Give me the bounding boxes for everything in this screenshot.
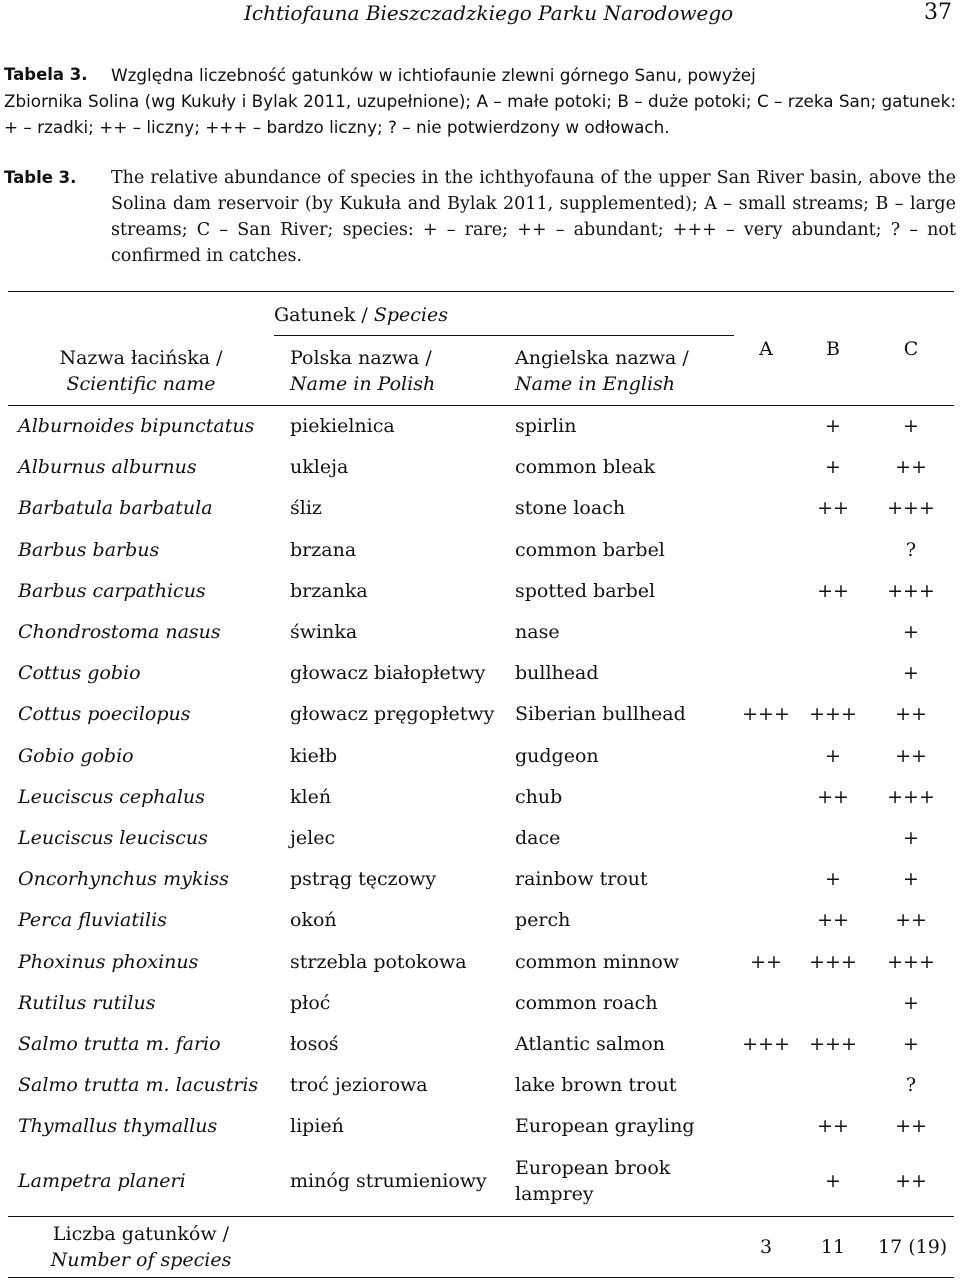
row-c: ++ xyxy=(895,909,927,931)
group-header-en: Species xyxy=(373,304,448,326)
row-english: chub xyxy=(515,786,563,808)
row-english: common roach xyxy=(515,992,658,1014)
row-scientific: Oncorhynchus mykiss xyxy=(18,868,229,890)
totals-c: 17 (19) xyxy=(878,1236,948,1258)
row-scientific: Cottus gobio xyxy=(18,662,141,684)
row-english: rainbow trout xyxy=(515,868,648,890)
row-c: ++ xyxy=(895,1115,927,1137)
row-english: bullhead xyxy=(515,662,599,684)
row-scientific: Chondrostoma nasus xyxy=(18,621,221,643)
col-header-scientific xyxy=(8,345,274,397)
row-english: Siberian bullhead xyxy=(515,703,686,725)
row-b: + xyxy=(825,456,841,478)
row-c: + xyxy=(903,1033,919,1055)
row-polish: kiełb xyxy=(290,745,338,767)
row-c: ? xyxy=(905,1074,917,1096)
group-header-rule xyxy=(274,335,734,336)
row-english xyxy=(515,1155,670,1207)
row-polish: piekielnica xyxy=(290,415,395,437)
col-header-english xyxy=(515,345,689,397)
row-english-line1: European brook xyxy=(515,1157,671,1179)
row-scientific: Phoxinus phoxinus xyxy=(18,951,199,973)
row-english: Atlantic salmon xyxy=(515,1033,665,1055)
row-c: + xyxy=(903,662,919,684)
totals-label-en: Number of species xyxy=(50,1249,232,1271)
row-english: common bleak xyxy=(515,456,656,478)
col-header-b: B xyxy=(826,338,840,360)
row-scientific: Thymallus thymallus xyxy=(18,1115,218,1137)
row-c: + xyxy=(903,415,919,437)
row-b: +++ xyxy=(809,951,857,973)
row-scientific: Leuciscus leuciscus xyxy=(18,827,208,849)
caption-english xyxy=(4,165,956,269)
row-b: ++ xyxy=(817,1115,849,1137)
row-b: ++ xyxy=(817,580,849,602)
group-header-pl: Gatunek / xyxy=(274,304,374,326)
row-scientific: Barbus carpathicus xyxy=(18,580,206,602)
col-header-english-pl: Angielska nazwa / xyxy=(515,347,689,369)
row-polish: troć jeziorowa xyxy=(290,1074,428,1096)
caption-polish xyxy=(4,62,956,140)
row-c: + xyxy=(903,992,919,1014)
row-polish: minóg strumieniowy xyxy=(290,1170,487,1192)
row-polish: okoń xyxy=(290,909,337,931)
row-polish: ukleja xyxy=(290,456,349,478)
col-header-a: A xyxy=(759,338,773,360)
totals-b: 11 xyxy=(820,1236,846,1258)
row-c: +++ xyxy=(887,786,935,808)
totals-top-rule xyxy=(8,1216,954,1217)
row-c: + xyxy=(903,827,919,849)
header-bottom-rule xyxy=(8,405,954,406)
row-scientific: Barbus barbus xyxy=(18,539,160,561)
row-polish: kleń xyxy=(290,786,332,808)
caption-english-text: The relative abundance of species in the ichthyofauna of the upper San River basin, above the Solina dam reservoir (by Kukuła and Bylak 2011, supplemented); A – small streams; B – large streams; C – San River; species: + – rare; ++ – abundant; +++ – very abundant; ? – not confirmed in catches. xyxy=(111,168,956,266)
group-header xyxy=(274,302,448,328)
caption-polish-text: Zbiornika Solina (wg Kukuły i Bylak 2011, uzupełnione); A – małe potoki; B – duże potoki; C – rzeka San; gatunek: + – rzadki; ++ – liczny; +++ – bardzo liczny; ? – nie potwierdzony w odłowach. xyxy=(4,91,956,137)
row-scientific: Lampetra planeri xyxy=(18,1170,186,1192)
row-a: ++ xyxy=(750,951,782,973)
row-b: + xyxy=(825,415,841,437)
row-polish: strzebla potokowa xyxy=(290,951,467,973)
row-scientific: Barbatula barbatula xyxy=(18,497,213,519)
row-english: lake brown trout xyxy=(515,1074,677,1096)
row-b: + xyxy=(825,1170,841,1192)
page-number: 37 xyxy=(924,0,952,25)
row-scientific: Salmo trutta m. lacustris xyxy=(18,1074,259,1096)
col-header-polish-en: Name in Polish xyxy=(290,373,436,395)
row-scientific: Perca fluviatilis xyxy=(18,909,167,931)
row-c: ? xyxy=(905,539,917,561)
caption-polish-line1: Względna liczebność gatunków w ichtiofaunie zlewni górnego Sanu, powyżej xyxy=(111,65,756,85)
row-polish: głowacz pręgopłetwy xyxy=(290,703,495,725)
row-polish: brzana xyxy=(290,539,357,561)
row-scientific: Salmo trutta m. fario xyxy=(18,1033,221,1055)
row-c: +++ xyxy=(887,580,935,602)
row-polish: jelec xyxy=(290,827,336,849)
row-polish: świnka xyxy=(290,621,358,643)
row-c: ++ xyxy=(895,1170,927,1192)
row-scientific: Alburnus alburnus xyxy=(18,456,197,478)
row-english: European grayling xyxy=(515,1115,695,1137)
row-english: common barbel xyxy=(515,539,665,561)
table-top-rule xyxy=(8,291,954,292)
row-english: spirlin xyxy=(515,415,577,437)
row-polish: brzanka xyxy=(290,580,368,602)
row-b: +++ xyxy=(809,1033,857,1055)
col-header-polish xyxy=(290,345,435,397)
row-english: gudgeon xyxy=(515,745,599,767)
row-c: ++ xyxy=(895,745,927,767)
row-polish: lipień xyxy=(290,1115,344,1137)
row-english: nase xyxy=(515,621,560,643)
row-c: ++ xyxy=(895,456,927,478)
row-b: ++ xyxy=(817,909,849,931)
col-header-polish-pl: Polska nazwa / xyxy=(290,347,432,369)
row-scientific: Gobio gobio xyxy=(18,745,134,767)
row-b: + xyxy=(825,868,841,890)
row-b: ++ xyxy=(817,497,849,519)
row-english: perch xyxy=(515,909,571,931)
row-english: spotted barbel xyxy=(515,580,656,602)
row-c: + xyxy=(903,868,919,890)
row-c: + xyxy=(903,621,919,643)
caption-english-label: Table 3. xyxy=(4,168,77,187)
row-a: +++ xyxy=(742,1033,790,1055)
table-bottom-rule xyxy=(8,1277,954,1278)
row-a: +++ xyxy=(742,703,790,725)
row-english: stone loach xyxy=(515,497,626,519)
row-english: dace xyxy=(515,827,561,849)
totals-a: 3 xyxy=(759,1236,773,1258)
row-scientific: Cottus poecilopus xyxy=(18,703,191,725)
row-c: +++ xyxy=(887,951,935,973)
col-header-scientific-pl: Nazwa łacińska / xyxy=(59,347,223,369)
row-english: common minnow xyxy=(515,951,680,973)
row-scientific: Rutilus rutilus xyxy=(18,992,156,1014)
row-polish: łosoś xyxy=(290,1033,339,1055)
totals-label-pl: Liczba gatunków / xyxy=(52,1223,230,1245)
totals-label xyxy=(8,1221,274,1273)
col-header-scientific-en: Scientific name xyxy=(66,373,216,395)
row-polish: śliz xyxy=(290,497,322,519)
col-header-c: C xyxy=(903,338,919,360)
col-header-english-en: Name in English xyxy=(515,373,676,395)
row-scientific: Alburnoides bipunctatus xyxy=(18,415,255,437)
row-polish: płoć xyxy=(290,992,331,1014)
row-polish: pstrąg tęczowy xyxy=(290,868,437,890)
caption-polish-label: Tabela 3. xyxy=(4,65,88,84)
row-b: +++ xyxy=(809,703,857,725)
running-title: Ichtiofauna Bieszczadzkiego Parku Narodowego xyxy=(244,1,734,25)
row-b: + xyxy=(825,745,841,767)
row-scientific: Leuciscus cephalus xyxy=(18,786,205,808)
row-c: +++ xyxy=(887,497,935,519)
row-c: ++ xyxy=(895,703,927,725)
row-english-line2: lamprey xyxy=(515,1183,594,1205)
row-b: ++ xyxy=(817,786,849,808)
row-polish: głowacz białopłetwy xyxy=(290,662,486,684)
